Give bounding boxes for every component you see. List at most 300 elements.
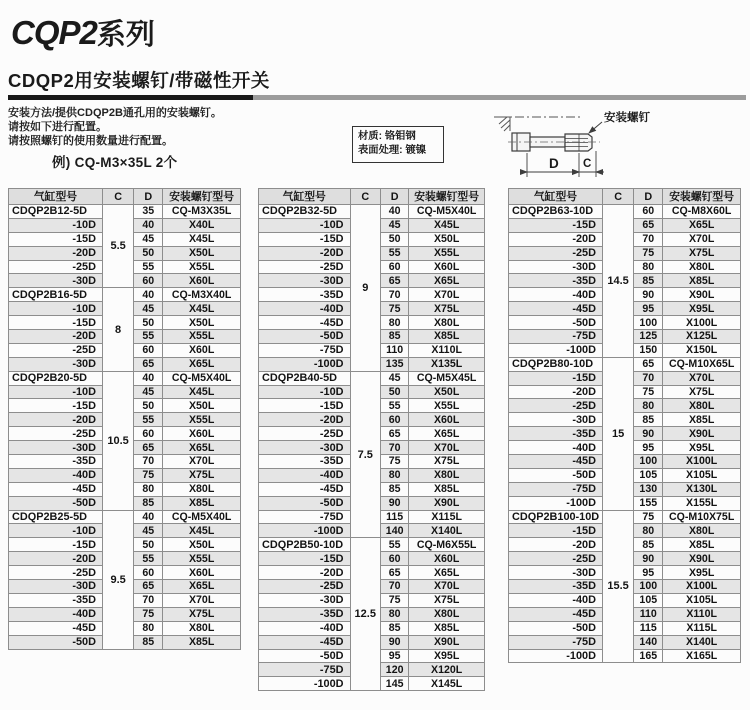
screw-model-cell: X50L (163, 246, 241, 260)
d-dim-cell: 45 (134, 524, 163, 538)
d-dim-cell: 85 (634, 274, 663, 288)
screw-model-cell: CQ-M3X40L (163, 288, 241, 302)
intro-line-1: 安装方法/提供CDQP2B通孔用的安装螺钉。 (8, 107, 222, 119)
table-row (9, 510, 241, 524)
d-dim-cell: 65 (381, 427, 409, 441)
model-cell: -25D (509, 246, 603, 260)
d-dim-cell: 75 (134, 607, 163, 621)
table-row (9, 371, 241, 385)
screw-model-cell: X75L (663, 246, 741, 260)
table-row (509, 357, 741, 371)
screw-model-cell: X95L (663, 566, 741, 580)
screw-model-cell: X65L (663, 218, 741, 232)
screw-model-cell: X60L (163, 427, 241, 441)
screw-model-cell: X100L (663, 455, 741, 469)
d-dim-cell: 130 (634, 482, 663, 496)
model-cell: -50D (509, 468, 603, 482)
screw-model-cell: X80L (663, 524, 741, 538)
d-dim-cell: 40 (134, 371, 163, 385)
col-header-screw: 安装螺钉型号 (163, 189, 241, 205)
screw-model-cell: X55L (163, 330, 241, 344)
d-dim-cell: 80 (134, 482, 163, 496)
c-dim-cell: 8 (102, 288, 133, 371)
d-dim-cell: 65 (134, 357, 163, 371)
d-dim-cell: 85 (381, 621, 409, 635)
screw-table-1 (8, 188, 241, 650)
dim-c-label: C (583, 158, 592, 170)
col-header-c: C (102, 189, 133, 205)
model-cell: -40D (509, 593, 603, 607)
screw-model-cell: CQ-M5X45L (409, 371, 485, 385)
model-cell: -40D (259, 621, 351, 635)
table-row (509, 510, 741, 524)
screw-model-cell: X55L (163, 260, 241, 274)
d-dim-cell: 55 (134, 413, 163, 427)
col-header-c: C (602, 189, 633, 205)
d-dim-cell: 110 (381, 343, 409, 357)
model-cell: -75D (259, 343, 351, 357)
model-cell: -10D (259, 385, 351, 399)
d-dim-cell: 50 (381, 232, 409, 246)
model-cell: CDQP2B40-5D (259, 371, 351, 385)
model-cell: -45D (9, 482, 103, 496)
screw-model-cell: X90L (663, 552, 741, 566)
screw-model-cell: X105L (663, 593, 741, 607)
screw-model-cell: X90L (409, 635, 485, 649)
c-dim-cell: 9.5 (102, 510, 133, 649)
model-cell: -20D (9, 246, 103, 260)
table-row (259, 538, 485, 552)
d-dim-cell: 85 (134, 635, 163, 649)
dim-d-label: D (549, 156, 559, 171)
section-heading: CDQP2用安装螺钉/带磁性开关 (8, 70, 270, 91)
screw-model-cell: X85L (409, 482, 485, 496)
d-dim-cell: 65 (134, 580, 163, 594)
model-cell: -35D (259, 607, 351, 621)
model-cell: -25D (9, 566, 103, 580)
screw-model-cell: X80L (409, 316, 485, 330)
d-dim-cell: 70 (134, 593, 163, 607)
model-cell: -35D (509, 274, 603, 288)
model-cell: -45D (509, 607, 603, 621)
col-header-c: C (350, 189, 381, 205)
model-cell: -45D (9, 621, 103, 635)
model-cell: -15D (259, 552, 351, 566)
col-header-screw: 安装螺钉型号 (663, 189, 741, 205)
model-cell: -30D (9, 580, 103, 594)
model-cell: -25D (9, 343, 103, 357)
d-dim-cell: 50 (134, 538, 163, 552)
d-dim-cell: 40 (134, 218, 163, 232)
model-cell: -45D (259, 316, 351, 330)
screw-model-cell: X80L (163, 621, 241, 635)
header-row (509, 189, 741, 205)
screw-model-cell: X65L (163, 580, 241, 594)
col-header-model: 气缸型号 (259, 189, 351, 205)
model-cell: -25D (9, 260, 103, 274)
screw-model-cell: X125L (663, 330, 741, 344)
screw-model-cell: X45L (163, 524, 241, 538)
screw-model-cell: X65L (163, 357, 241, 371)
section-hatch (494, 117, 510, 131)
model-cell: -20D (509, 538, 603, 552)
screw-model-cell: X90L (663, 288, 741, 302)
page-title (11, 12, 155, 53)
d-dim-cell: 95 (634, 302, 663, 316)
d-dim-cell: 95 (381, 649, 409, 663)
screw-model-cell: X80L (163, 482, 241, 496)
model-cell: -30D (509, 566, 603, 580)
d-dim-cell: 105 (634, 593, 663, 607)
d-dim-cell: 50 (134, 316, 163, 330)
table-row (259, 371, 485, 385)
model-cell: -45D (259, 482, 351, 496)
model-cell: -30D (259, 274, 351, 288)
model-cell: -50D (509, 316, 603, 330)
d-dim-cell: 80 (634, 399, 663, 413)
d-dim-cell: 45 (134, 302, 163, 316)
d-dim-cell: 75 (381, 455, 409, 469)
series-name: CQP2 (11, 14, 97, 51)
screw-model-cell: X80L (409, 607, 485, 621)
model-cell: -45D (509, 302, 603, 316)
d-dim-cell: 140 (381, 524, 409, 538)
screw-model-cell: X60L (163, 343, 241, 357)
screw-table-3 (508, 188, 741, 663)
d-dim-cell: 95 (634, 566, 663, 580)
header-row (9, 189, 241, 205)
d-dim-cell: 145 (381, 677, 409, 691)
model-cell: -35D (259, 455, 351, 469)
model-cell: CDQP2B25-5D (9, 510, 103, 524)
screw-model-cell: X55L (409, 246, 485, 260)
d-dim-cell: 80 (381, 607, 409, 621)
screw-model-cell: X135L (409, 357, 485, 371)
d-dim-cell: 90 (381, 635, 409, 649)
model-cell: -75D (259, 510, 351, 524)
model-cell: -20D (259, 566, 351, 580)
col-header-screw: 安装螺钉型号 (409, 189, 485, 205)
d-dim-cell: 60 (134, 343, 163, 357)
d-dim-cell: 50 (381, 385, 409, 399)
col-header-model: 气缸型号 (509, 189, 603, 205)
c-dim-cell: 5.5 (102, 205, 133, 288)
screw-model-cell: X100L (663, 580, 741, 594)
model-cell: -25D (509, 552, 603, 566)
table-row (259, 205, 485, 219)
d-dim-cell: 50 (134, 399, 163, 413)
d-dim-cell: 85 (634, 538, 663, 552)
screw-model-cell: X85L (663, 413, 741, 427)
screw-model-cell: CQ-M5X40L (409, 205, 485, 219)
d-dim-cell: 65 (381, 566, 409, 580)
d-dim-cell: 120 (381, 663, 409, 677)
d-dim-cell: 100 (634, 580, 663, 594)
col-header-model: 气缸型号 (9, 189, 103, 205)
d-dim-cell: 80 (381, 468, 409, 482)
screw-model-cell: X105L (663, 468, 741, 482)
screw-model-cell: X70L (409, 441, 485, 455)
screw-model-cell: X70L (409, 580, 485, 594)
d-dim-cell: 75 (634, 385, 663, 399)
d-dim-cell: 80 (634, 524, 663, 538)
model-cell: -15D (259, 232, 351, 246)
screw-model-cell: X60L (163, 274, 241, 288)
model-cell: -45D (509, 455, 603, 469)
d-dim-cell: 55 (134, 552, 163, 566)
model-cell: -100D (509, 649, 603, 663)
model-cell: -75D (509, 482, 603, 496)
d-dim-cell: 60 (381, 413, 409, 427)
screw-model-cell: CQ-M5X40L (163, 510, 241, 524)
d-dim-cell: 140 (634, 635, 663, 649)
model-cell: -20D (9, 413, 103, 427)
screw-model-cell: X55L (163, 552, 241, 566)
model-cell: CDQP2B80-10D (509, 357, 603, 371)
d-dim-cell: 60 (134, 427, 163, 441)
screw-model-cell: X60L (409, 260, 485, 274)
model-cell: -15D (9, 399, 103, 413)
d-dim-cell: 70 (381, 288, 409, 302)
screw-model-cell: X110L (663, 607, 741, 621)
model-cell: -100D (259, 357, 351, 371)
model-cell: -75D (509, 635, 603, 649)
c-dim-cell: 15 (602, 357, 633, 510)
screw-model-cell: X85L (663, 538, 741, 552)
model-cell: -40D (9, 468, 103, 482)
c-dim-cell: 10.5 (102, 371, 133, 510)
screw-model-cell: X95L (663, 302, 741, 316)
d-dim-cell: 80 (134, 621, 163, 635)
d-dim-cell: 65 (134, 441, 163, 455)
screw-model-cell: X85L (663, 274, 741, 288)
model-cell: -20D (9, 330, 103, 344)
series-suffix: 系列 (96, 19, 155, 51)
model-cell: -40D (509, 441, 603, 455)
model-cell: -35D (509, 580, 603, 594)
d-dim-cell: 85 (634, 413, 663, 427)
screw-model-cell: X115L (663, 621, 741, 635)
model-cell: CDQP2B12-5D (9, 205, 103, 219)
d-dim-cell: 45 (381, 371, 409, 385)
d-dim-cell: 55 (134, 260, 163, 274)
model-cell: -50D (9, 635, 103, 649)
col-header-d: D (134, 189, 163, 205)
d-dim-cell: 85 (381, 482, 409, 496)
d-dim-cell: 70 (634, 232, 663, 246)
model-cell: CDQP2B50-10D (259, 538, 351, 552)
screw-model-cell: X50L (409, 232, 485, 246)
model-cell: -20D (259, 246, 351, 260)
screw-model-cell: X75L (409, 593, 485, 607)
model-cell: CDQP2B63-10D (509, 205, 603, 219)
d-dim-cell: 60 (381, 260, 409, 274)
d-dim-cell: 45 (134, 385, 163, 399)
screw-model-cell: X130L (663, 482, 741, 496)
screw-model-cell: X50L (163, 538, 241, 552)
screw-model-cell: X75L (163, 607, 241, 621)
screw-model-cell: X165L (663, 649, 741, 663)
screw-model-cell: X65L (163, 441, 241, 455)
d-dim-cell: 125 (634, 330, 663, 344)
screw-model-cell: X120L (409, 663, 485, 677)
model-cell: -30D (9, 274, 103, 288)
screw-model-cell: X45L (163, 302, 241, 316)
model-cell: -45D (259, 635, 351, 649)
model-cell: CDQP2B20-5D (9, 371, 103, 385)
d-dim-cell: 60 (134, 274, 163, 288)
d-dim-cell: 90 (634, 552, 663, 566)
mounting-screw-table (258, 188, 485, 691)
d-dim-cell: 60 (634, 205, 663, 219)
model-cell: -50D (509, 621, 603, 635)
d-dim-cell: 80 (634, 260, 663, 274)
model-cell: -30D (259, 441, 351, 455)
d-dim-cell: 115 (634, 621, 663, 635)
model-cell: -15D (509, 218, 603, 232)
d-dim-cell: 75 (381, 593, 409, 607)
screw-model-cell: X70L (409, 288, 485, 302)
d-dim-cell: 85 (134, 496, 163, 510)
screw-model-cell: X140L (409, 524, 485, 538)
d-dim-cell: 150 (634, 343, 663, 357)
model-cell: -30D (259, 593, 351, 607)
model-cell: -100D (259, 524, 351, 538)
model-cell: -35D (9, 455, 103, 469)
d-dim-cell: 55 (381, 538, 409, 552)
model-cell: CDQP2B100-10D (509, 510, 603, 524)
d-dim-cell: 90 (634, 288, 663, 302)
screw-model-cell: X45L (163, 385, 241, 399)
model-cell: -30D (509, 413, 603, 427)
model-cell: -20D (509, 232, 603, 246)
d-dim-cell: 100 (634, 316, 663, 330)
model-cell: -35D (259, 288, 351, 302)
d-dim-cell: 45 (134, 232, 163, 246)
d-dim-cell: 95 (634, 441, 663, 455)
c-dim-cell: 9 (350, 205, 381, 372)
model-cell: -40D (9, 607, 103, 621)
model-cell: -20D (259, 413, 351, 427)
c-dim-cell: 15.5 (602, 510, 633, 663)
model-cell: -10D (9, 524, 103, 538)
section-heading-underline (8, 95, 746, 100)
surface-treatment-line: 表面处理: 镀镍 (358, 145, 427, 156)
screw-model-cell: X55L (409, 399, 485, 413)
screw-model-cell: X140L (663, 635, 741, 649)
screw-model-cell: CQ-M3X35L (163, 205, 241, 219)
model-cell: -20D (509, 385, 603, 399)
screw-model-cell: X60L (163, 566, 241, 580)
d-dim-cell: 70 (381, 441, 409, 455)
model-cell: -50D (9, 496, 103, 510)
d-dim-cell: 70 (634, 371, 663, 385)
screw-model-cell: X55L (163, 413, 241, 427)
screw-model-cell: X155L (663, 496, 741, 510)
table-row (9, 288, 241, 302)
d-dim-cell: 90 (634, 427, 663, 441)
d-dim-cell: 70 (134, 455, 163, 469)
screw-drawing (470, 103, 748, 185)
model-cell: CDQP2B32-5D (259, 205, 351, 219)
c-dim-cell: 7.5 (350, 371, 381, 538)
screw-model-cell: X85L (163, 496, 241, 510)
model-cell: -30D (509, 260, 603, 274)
d-dim-cell: 65 (634, 218, 663, 232)
d-dim-cell: 55 (134, 330, 163, 344)
model-cell: -50D (259, 649, 351, 663)
screw-model-cell: CQ-M10X65L (663, 357, 741, 371)
d-dim-cell: 50 (134, 246, 163, 260)
d-dim-cell: 35 (134, 205, 163, 219)
d-dim-cell: 155 (634, 496, 663, 510)
table-row (509, 205, 741, 219)
d-dim-cell: 85 (381, 330, 409, 344)
screw-model-cell: X115L (409, 510, 485, 524)
d-dim-cell: 75 (634, 510, 663, 524)
header-row (259, 189, 485, 205)
d-dim-cell: 60 (381, 552, 409, 566)
d-dim-cell: 75 (381, 302, 409, 316)
d-dim-cell: 40 (381, 205, 409, 219)
screw-model-cell: X95L (663, 441, 741, 455)
screw-model-cell: X65L (409, 427, 485, 441)
screw-model-cell: CQ-M5X40L (163, 371, 241, 385)
d-dim-cell: 100 (634, 455, 663, 469)
screw-model-cell: X110L (409, 343, 485, 357)
d-dim-cell: 55 (381, 399, 409, 413)
model-cell: -25D (259, 260, 351, 274)
model-cell: -35D (509, 427, 603, 441)
c-dim-cell: 14.5 (602, 205, 633, 358)
d-dim-cell: 55 (381, 246, 409, 260)
model-cell: -25D (259, 427, 351, 441)
d-dim-cell: 135 (381, 357, 409, 371)
screw-model-cell: X80L (663, 399, 741, 413)
d-dim-cell: 105 (634, 468, 663, 482)
screw-model-cell: X45L (409, 218, 485, 232)
intro-line-2: 请按如下进行配置。 (8, 121, 107, 133)
model-cell: -40D (259, 302, 351, 316)
screw-model-cell: X70L (163, 455, 241, 469)
model-cell: -50D (259, 496, 351, 510)
model-cell: -35D (9, 593, 103, 607)
d-dim-cell: 70 (381, 580, 409, 594)
screw-model-cell: X40L (163, 218, 241, 232)
screw-model-cell: X80L (409, 468, 485, 482)
mounting-screw-diagram (470, 103, 748, 185)
screw-model-cell: X100L (663, 316, 741, 330)
model-cell: -20D (9, 552, 103, 566)
mounting-screw-table (508, 188, 741, 663)
screw-model-cell: X85L (409, 621, 485, 635)
model-cell: -100D (509, 343, 603, 357)
d-dim-cell: 90 (381, 496, 409, 510)
model-cell: -15D (9, 232, 103, 246)
model-cell: -30D (9, 441, 103, 455)
model-cell: -40D (509, 288, 603, 302)
material-spec-box (352, 126, 444, 163)
c-dim-cell: 12.5 (350, 538, 381, 691)
model-cell: -40D (259, 468, 351, 482)
screw-model-cell: X85L (409, 330, 485, 344)
screw-table-2 (258, 188, 485, 691)
screw-model-cell: X70L (163, 593, 241, 607)
d-dim-cell: 60 (134, 566, 163, 580)
screw-model-cell: X90L (663, 427, 741, 441)
screw-model-cell: X75L (409, 455, 485, 469)
d-dim-cell: 65 (634, 357, 663, 371)
